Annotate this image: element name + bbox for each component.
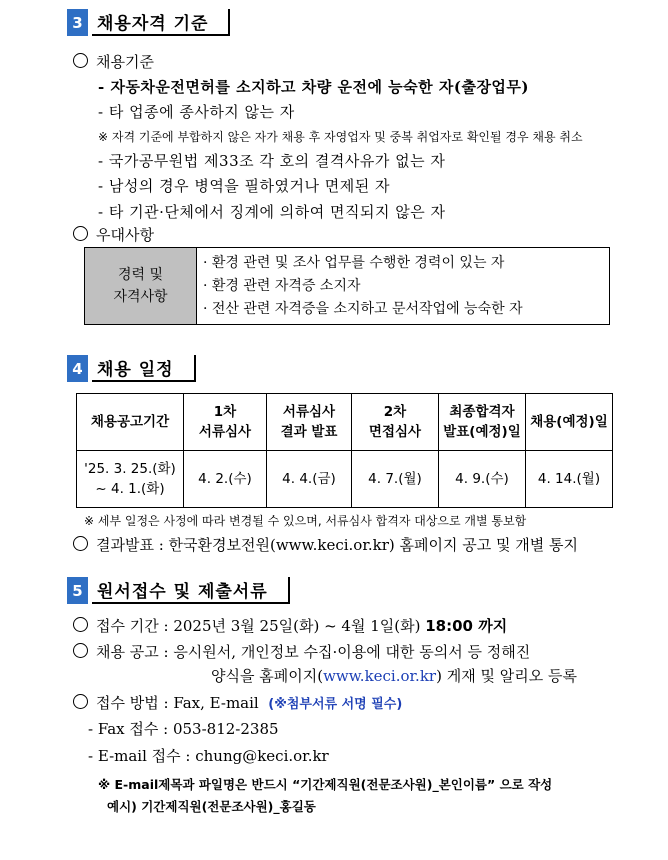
- criteria-heading: 채용기준: [73, 52, 154, 72]
- section-number: 3: [67, 9, 88, 36]
- application-method: 접수 방법 : Fax, E-mail (※첨부서류 서명 필수): [73, 693, 402, 715]
- criteria-item: - 자동차운전면허를 소지하고 차량 운전에 능숙한 자(출장업무): [98, 78, 530, 96]
- circle-bullet-icon: [73, 536, 88, 551]
- column-header: 1차 서류심사: [184, 394, 267, 451]
- table-row: [77, 451, 613, 508]
- section-5-header: [67, 577, 290, 604]
- column-header: 채용공고기간: [77, 394, 184, 451]
- result-announcement: 결과발표 : 한국환경보전원(www.keci.or.kr) 홈페이지 공고 및 개별 통지: [73, 535, 578, 555]
- table-cell: 4. 7.(월): [352, 451, 439, 508]
- section-title: 채용자격 기준: [92, 9, 230, 36]
- signature-required-note: (※첨부서류 서명 필수): [268, 697, 403, 712]
- schedule-table: [76, 393, 613, 508]
- criteria-item: - 국가공무원법 제33조 각 호의 결격사유가 없는 자: [98, 152, 446, 170]
- email-footnote: ※ E-mail제목과 파일명은 반드시 “기간제직원(전문조사원)_본인이름” 으로 작성: [98, 777, 553, 792]
- criteria-item: - 남성의 경우 병역을 필하였거나 면제된 자: [98, 177, 391, 195]
- preference-item: · 환경 관련 자격증 소지자: [203, 278, 361, 294]
- table-cell: 4. 2.(수): [184, 451, 267, 508]
- circle-bullet-icon: [73, 226, 88, 241]
- preference-heading: 우대사항: [73, 225, 154, 245]
- email-example: 예시) 기간제직원(전문조사원)_홍길동: [107, 799, 316, 814]
- preference-box: [84, 247, 610, 325]
- application-notice-cont: 양식을 홈페이지(www.keci.or.kr) 게재 및 알리오 등록: [211, 667, 577, 685]
- circle-bullet-icon: [73, 617, 88, 632]
- section-4-header: [67, 355, 196, 382]
- fax-info: - Fax 접수 : 053-812-2385: [88, 720, 279, 738]
- preference-items: [197, 248, 609, 324]
- column-header: 최종합격자 발표(예정)일: [439, 394, 526, 451]
- column-header: 서류심사 결과 발표: [267, 394, 352, 451]
- section-number: 5: [67, 577, 88, 604]
- section-number: 4: [67, 355, 88, 382]
- circle-bullet-icon: [73, 643, 88, 658]
- homepage-link[interactable]: www.keci.or.kr: [275, 536, 389, 554]
- criteria-item: - 타 업종에 종사하지 않는 자: [98, 103, 295, 121]
- section-title: 채용 일정: [92, 355, 196, 382]
- email-info: - E-mail 접수 : chung@keci.or.kr: [88, 747, 329, 765]
- column-header: 채용(예정)일: [526, 394, 613, 451]
- preference-item: · 환경 관련 및 조사 업무를 수행한 경력이 있는 자: [203, 255, 505, 271]
- circle-bullet-icon: [73, 53, 88, 68]
- circle-bullet-icon: [73, 694, 88, 709]
- table-cell: 4. 4.(금): [267, 451, 352, 508]
- table-header-row: [77, 394, 613, 451]
- column-header: 2차 면접심사: [352, 394, 439, 451]
- preference-item: · 전산 관련 자격증을 소지하고 문서작업에 능숙한 자: [203, 301, 523, 317]
- section-3-header: [67, 9, 230, 36]
- table-cell: '25. 3. 25.(화) ~ 4. 1.(화): [77, 451, 184, 508]
- table-cell: 4. 9.(수): [439, 451, 526, 508]
- section-title: 원서접수 및 제출서류: [92, 577, 290, 604]
- criteria-item: - 타 기관·단체에서 징계에 의하여 면직되지 않은 자: [98, 203, 446, 221]
- application-period: 접수 기간 : 2025년 3월 25일(화) ~ 4월 1일(화) 18:00 까지: [73, 616, 507, 636]
- application-notice: 채용 공고 : 응시원서, 개인정보 수집·이용에 대한 동의서 등 정해진: [73, 642, 530, 662]
- schedule-note: ※ 세부 일정은 사정에 따라 변경될 수 있으며, 서류심사 합격자 대상으로 개별 통보함: [84, 514, 527, 528]
- homepage-link[interactable]: www.keci.or.kr: [323, 667, 437, 685]
- criteria-note: ※ 자격 기준에 부합하지 않은 자가 채용 후 자영업자 및 중복 취업자로 확인될 경우 채용 취소: [98, 130, 583, 144]
- preference-label: 경력 및 자격사항: [85, 248, 197, 324]
- table-cell: 4. 14.(월): [526, 451, 613, 508]
